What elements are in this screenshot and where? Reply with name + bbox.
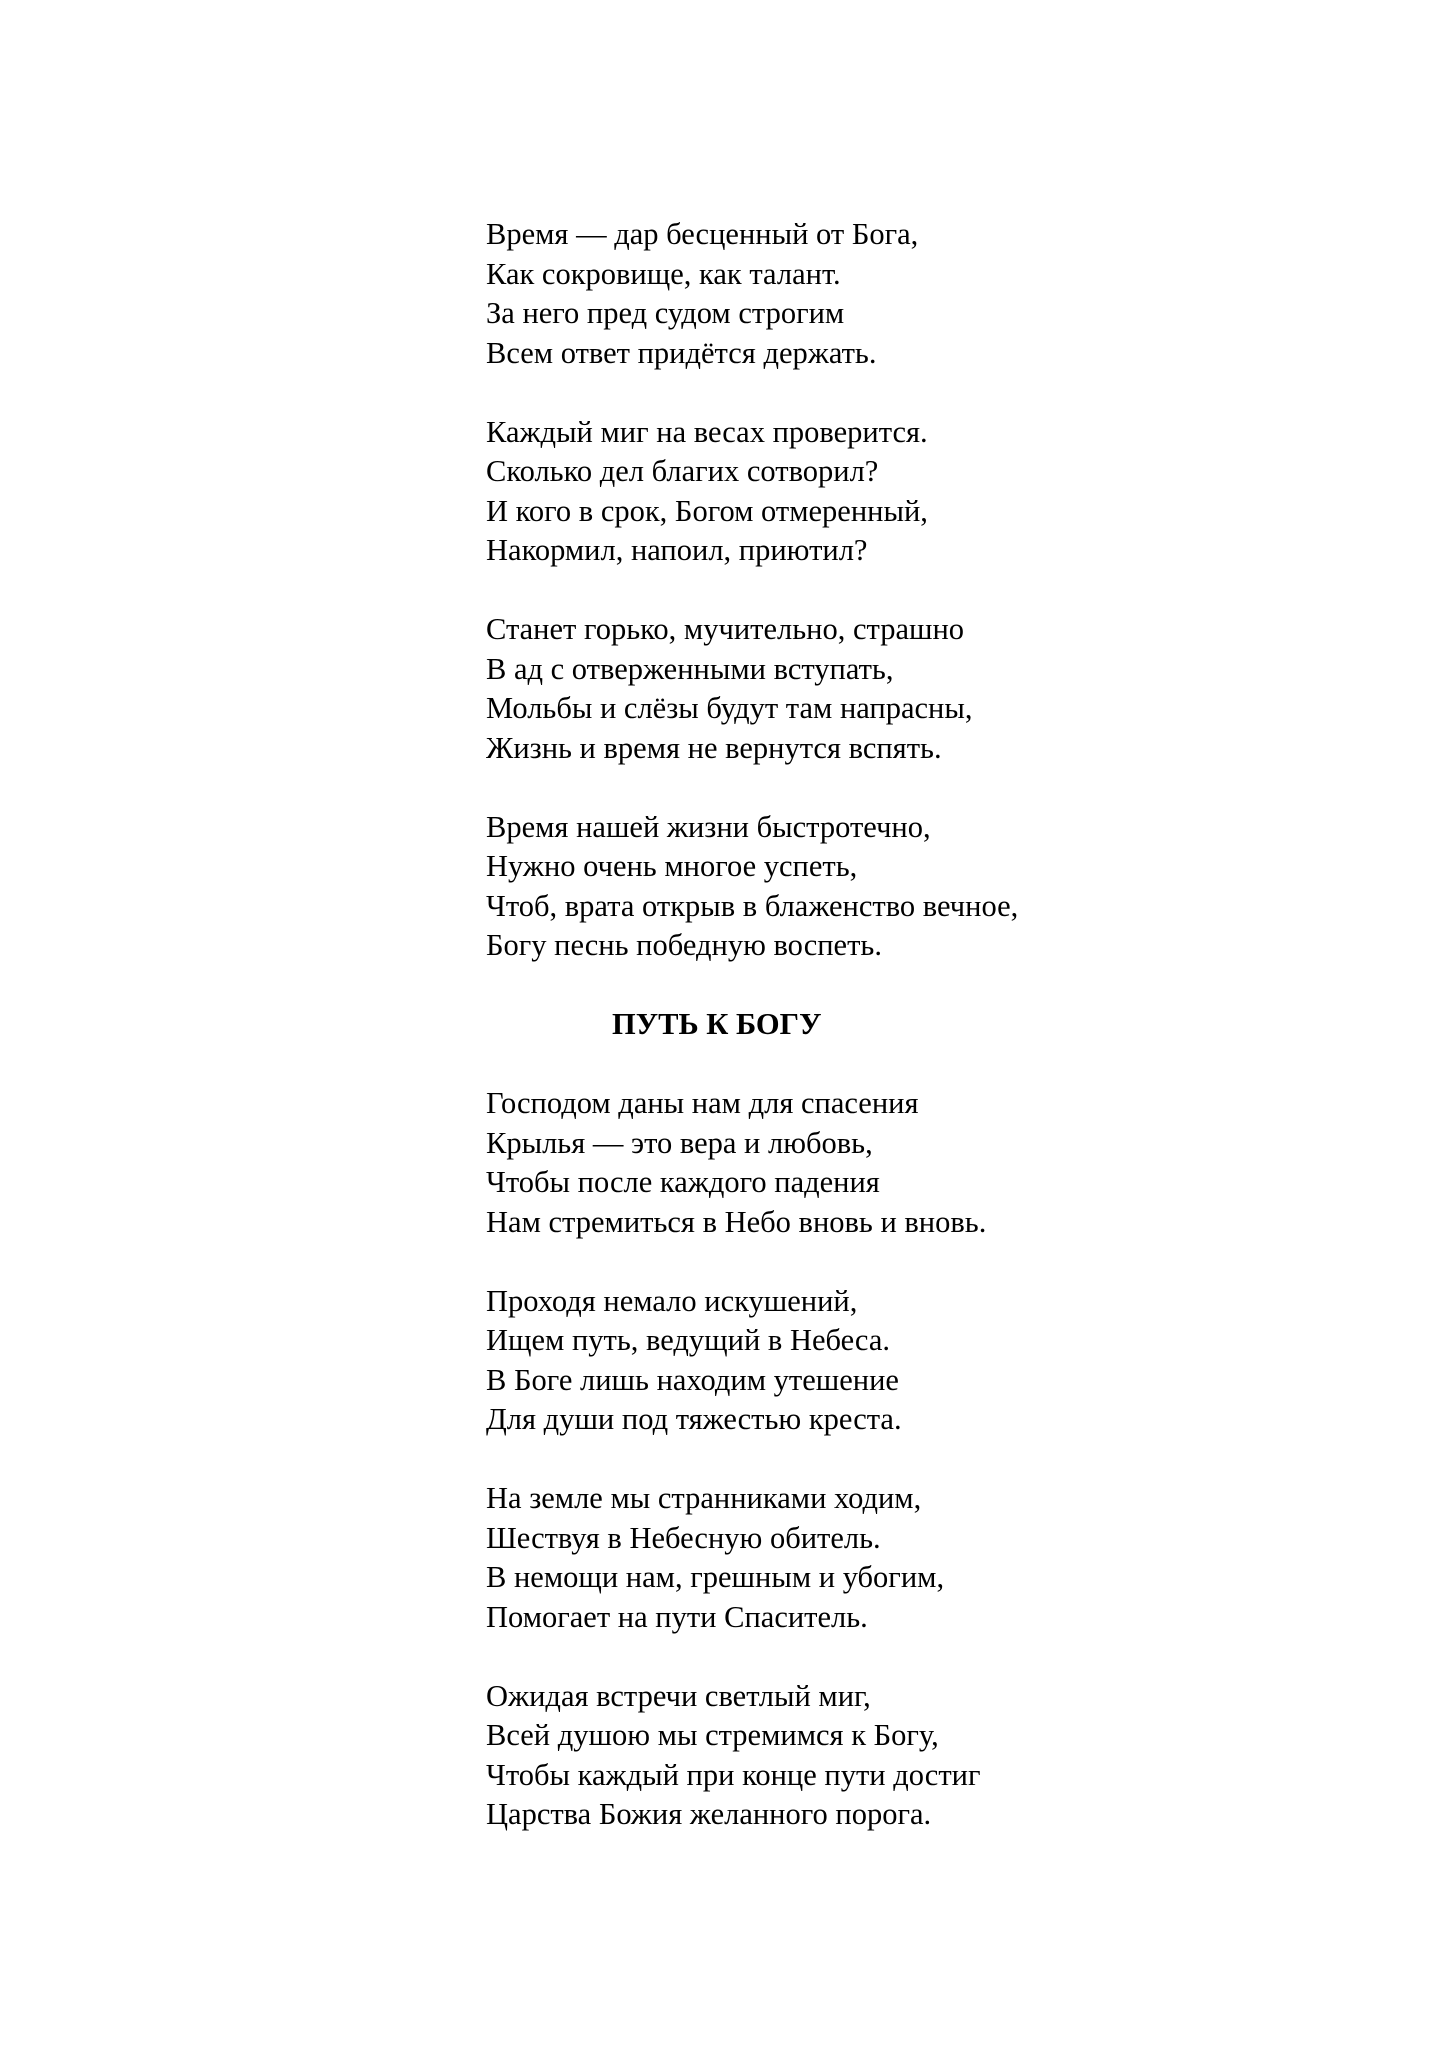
stanza	[486, 1282, 1246, 1440]
verse-line: Мольбы и слёзы будут там напрасны,	[486, 691, 973, 725]
verse-line: Богу песнь победную воспеть.	[486, 928, 882, 962]
stanza	[486, 808, 1246, 966]
verse-line: Накормил, напоил, приютил?	[486, 533, 868, 567]
verse-line: Шествуя в Небесную обитель.	[486, 1520, 881, 1555]
verse-line: Помогает на пути Спаситель.	[486, 1599, 868, 1634]
verse-line: Ищем путь, ведущий в Небеса.	[486, 1323, 890, 1357]
verse-line: На земле мы странниками ходим,	[486, 1481, 922, 1515]
title-gap	[486, 1045, 1246, 1085]
verse-line: Время нашей жизни быстротечно,	[486, 809, 931, 844]
verse-line: Время — дар бесценный от Бога,	[486, 217, 919, 251]
verse-line: Жизнь и время не вернутся вспять.	[486, 730, 942, 765]
poem-title: ПУТЬ К БОГУ	[612, 1007, 822, 1041]
stanza-gap	[486, 571, 1246, 611]
verse-line: За него пред судом строгим	[486, 296, 845, 330]
verse-line: И кого в срок, Богом отмеренный,	[486, 493, 928, 528]
verse-line: Для души под тяжестью креста.	[486, 1402, 902, 1436]
verse-line: Нам стремиться в Небо вновь и вновь.	[486, 1204, 987, 1239]
stanza-gap	[486, 768, 1246, 808]
verse-line: Проходя немало искушений,	[486, 1283, 858, 1318]
stanza	[486, 215, 1246, 373]
verse-line: Нужно очень многое успеть,	[486, 849, 858, 883]
verse-line: Каждый миг на весах проверится.	[486, 414, 928, 449]
verse-line: Чтобы каждый при конце пути достиг	[486, 1757, 981, 1792]
verse-line: В Боге лишь находим утешение	[486, 1362, 899, 1397]
stanza-gap	[486, 1637, 1246, 1677]
verse-line: Всем ответ придётся держать.	[486, 335, 877, 370]
verse-line: Всей душою мы стремимся к Богу,	[486, 1718, 939, 1752]
poem-1	[486, 215, 1246, 966]
stanza	[486, 1084, 1246, 1242]
verse-line: Сколько дел благих сотворил?	[486, 454, 879, 488]
verse-line: Крылья — это вера и любовь,	[486, 1125, 873, 1160]
verse-line: Царства Божия желанного порога.	[486, 1797, 932, 1831]
stanza-gap	[486, 373, 1246, 413]
section-gap	[486, 966, 1246, 1006]
stanza-gap	[486, 1440, 1246, 1480]
verse-line: В ад с отверженными вступать,	[486, 651, 894, 686]
stanza	[486, 610, 1246, 768]
stanza-gap	[486, 1242, 1246, 1282]
verse-line: Господом даны нам для спасения	[486, 1086, 919, 1120]
verse-line: Чтобы после каждого падения	[486, 1165, 880, 1199]
verse-line: Станет горько, мучительно, страшно	[486, 612, 965, 646]
verse-line: Ожидая встречи светлый миг,	[486, 1678, 871, 1713]
verse-line: Чтоб, врата открыв в блаженство вечное,	[486, 888, 1019, 923]
stanza	[486, 1677, 1246, 1835]
verse-line: Как сокровище, как талант.	[486, 256, 841, 291]
document-page	[486, 215, 1246, 1835]
poem-2	[486, 1005, 1246, 1835]
verse-line: В немощи нам, грешным и убогим,	[486, 1560, 945, 1594]
stanza	[486, 413, 1246, 571]
stanza	[486, 1479, 1246, 1637]
